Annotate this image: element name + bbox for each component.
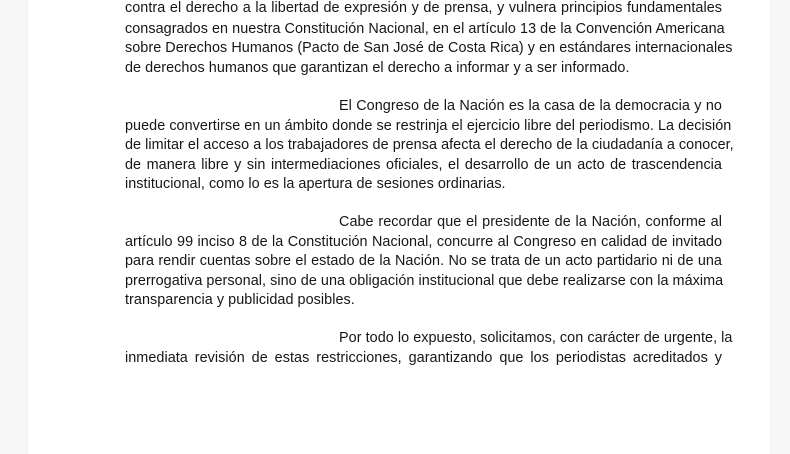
paragraph-1-line-1: contra el derecho a la libertad de expresión y de prensa, y vulnera principios fundamentales bbox=[125, 0, 722, 16]
paragraph-4-line-2: inmediata revisión de estas restricciones, garantizando que los periodistas acreditados y bbox=[125, 350, 722, 366]
paragraph-2-line-5: institucional, como lo es la apertura de sesiones ordinarias. bbox=[125, 176, 506, 192]
paragraph-4-line-1: Por todo lo expuesto, solicitamos, con carácter de urgente, la bbox=[339, 330, 733, 346]
paragraph-3-line-1: Cabe recordar que el presidente de la Nación, conforme al bbox=[339, 214, 722, 230]
paragraph-1-line-3: sobre Derechos Humanos (Pacto de San José de Costa Rica) y en estándares internacionales bbox=[125, 40, 733, 56]
paragraph-2-line-1: El Congreso de la Nación es la casa de la democracia y no bbox=[339, 98, 722, 114]
paragraph-3-line-2: artículo 99 inciso 8 de la Constitución Nacional, concurre al Congreso en calidad de invitado bbox=[125, 234, 722, 250]
paragraph-2-line-4: de manera libre y sin intermediaciones oficiales, el desarrollo de un acto de trascendencia bbox=[125, 157, 722, 173]
paragraph-3-line-4: prerrogativa personal, sino de una obligación institucional que debe realizarse con la máxima bbox=[125, 273, 724, 289]
paragraph-1-line-2: consagrados en nuestra Constitución Nacional, en el artículo 13 de la Convención Americana bbox=[125, 21, 725, 37]
paragraph-2-line-3: de limitar el acceso a los trabajadores de prensa afecta el derecho de la ciudadanía a conocer, bbox=[125, 137, 734, 153]
paragraph-1-line-4: de derechos humanos que garantizan el derecho a informar y a ser informado. bbox=[125, 60, 630, 76]
paragraph-2-line-2: puede convertirse en un ámbito donde se restrinja el ejercicio libre del periodismo. La decisión bbox=[125, 118, 732, 134]
paragraph-3-line-3: para rendir cuentas sobre el estado de la Nación. No se trata de un acto partidario ni de una bbox=[125, 253, 722, 269]
paragraph-3-line-5: transparencia y publicidad posibles. bbox=[125, 292, 355, 308]
document-page bbox=[28, 0, 770, 454]
